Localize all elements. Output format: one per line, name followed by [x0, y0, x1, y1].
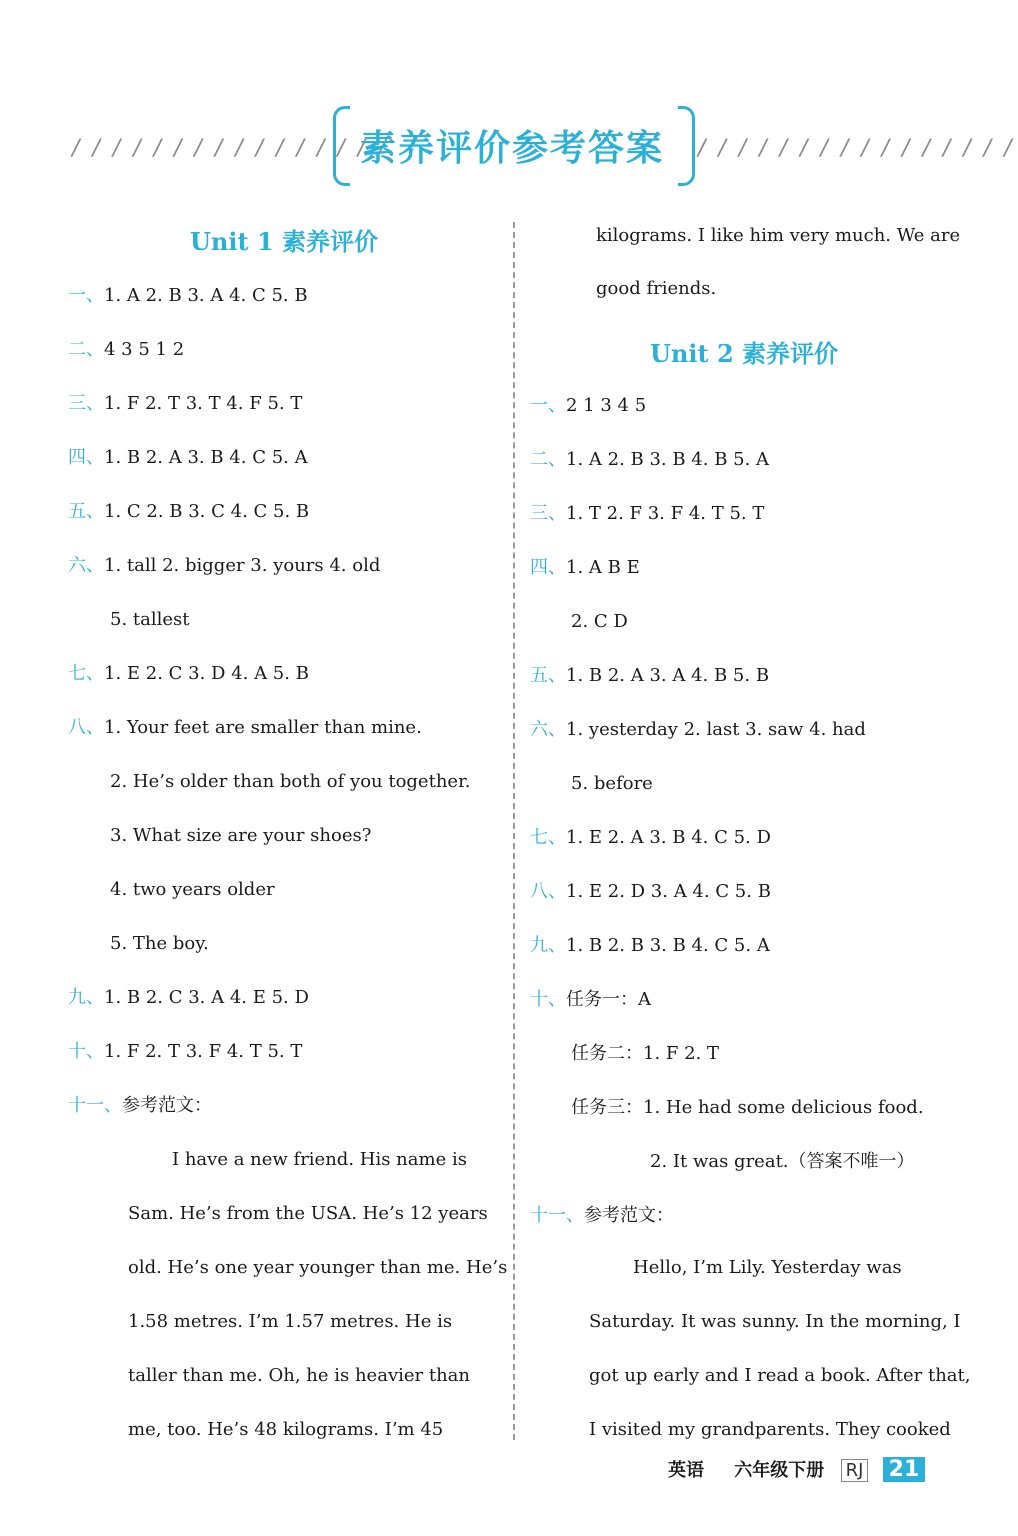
- answer-line: [530, 934, 770, 958]
- page-title: 素养评价参考答案: [360, 128, 665, 169]
- essay-line: 1.58 metres. I’m 1.57 metres. He is: [128, 1311, 453, 1332]
- unit2-title: Unit 2 素养评价: [650, 339, 838, 368]
- answer-line: [530, 880, 771, 904]
- question-number: 四、: [530, 557, 566, 578]
- answer-line: [68, 662, 309, 686]
- question-number: 一、: [530, 395, 566, 416]
- question-number: 一、: [68, 285, 104, 306]
- answer-line: [110, 824, 371, 848]
- answer-line: [68, 554, 380, 578]
- answer-line: [571, 610, 628, 634]
- question-number: 六、: [68, 555, 104, 576]
- answer-text: 1. F 2. T 3. F 4. T 5. T: [104, 1041, 303, 1062]
- answer-text: 4. two years older: [110, 879, 275, 900]
- question-number: 三、: [68, 393, 104, 414]
- question-number: 二、: [530, 449, 566, 470]
- answer-line: [530, 664, 769, 688]
- essay-line: me, too. He’s 48 kilograms. I’m 45: [128, 1419, 444, 1440]
- page-header: [0, 100, 1018, 190]
- answer-line: [68, 284, 308, 308]
- answer-line: [530, 502, 764, 526]
- essay-line: got up early and I read a book. After that,: [589, 1365, 971, 1386]
- answer-text: 任务一：A: [566, 989, 651, 1010]
- essay-line: kilograms. I like him very much. We are: [596, 225, 961, 246]
- answer-text: 1. E 2. D 3. A 4. C 5. B: [566, 881, 771, 902]
- answer-line: [68, 446, 308, 470]
- answer-text: 1. tall 2. bigger 3. yours 4. old: [104, 555, 381, 576]
- decorative-slashes-left: / / / / / / / / / / / / / / / /: [72, 136, 389, 161]
- essay-line: taller than me. Oh, he is heavier than: [128, 1365, 470, 1386]
- answer-text: 5. tallest: [110, 609, 190, 630]
- answer-line: [571, 1096, 924, 1120]
- answer-line: [571, 1042, 719, 1066]
- question-number: 十一、: [530, 1205, 584, 1226]
- answer-line: [68, 500, 309, 524]
- answer-line: [530, 988, 651, 1012]
- question-number: 九、: [68, 987, 104, 1008]
- question-number: 五、: [530, 665, 566, 686]
- answer-line: [530, 1204, 674, 1228]
- answer-text: 1. A 2. B 3. B 4. B 5. A: [566, 449, 770, 470]
- answer-text: 1. A B E: [566, 557, 640, 578]
- answer-line: [530, 718, 866, 742]
- title-bracket-right: [678, 106, 695, 186]
- question-number: 十、: [530, 989, 566, 1010]
- answer-line: [68, 1040, 302, 1064]
- essay-line: Hello, I’m Lily. Yesterday was: [633, 1257, 902, 1278]
- answer-text: 1. yesterday 2. last 3. saw 4. had: [566, 719, 866, 740]
- question-number: 二、: [68, 339, 104, 360]
- essay-line: I visited my grandparents. They cooked: [589, 1419, 951, 1440]
- question-number: 八、: [68, 717, 104, 738]
- answer-text: 任务二：1. F 2. T: [571, 1043, 720, 1064]
- answer-line: [68, 338, 184, 362]
- page-footer: [668, 1456, 925, 1482]
- answer-line: [110, 770, 470, 794]
- answer-line: [530, 556, 640, 580]
- answer-text: 1. E 2. A 3. B 4. C 5. D: [566, 827, 771, 848]
- title-bracket-left: [333, 106, 350, 186]
- answer-line: [530, 394, 646, 418]
- footer-grade: 六年级下册: [734, 1460, 825, 1481]
- answer-line: [68, 392, 302, 416]
- footer-subject: 英语: [668, 1460, 704, 1481]
- answer-text: 3. What size are your shoes?: [110, 825, 372, 846]
- answer-line: [110, 878, 275, 902]
- answer-text: 1. A 2. B 3. A 4. C 5. B: [104, 285, 308, 306]
- answer-text: 4 3 5 1 2: [104, 339, 185, 360]
- answer-line: [68, 716, 422, 740]
- essay-line: old. He’s one year younger than me. He’s: [128, 1257, 508, 1278]
- answer-text: 2 1 3 4 5: [566, 395, 647, 416]
- answer-line: [68, 986, 309, 1010]
- answer-text: 2. C D: [571, 611, 628, 632]
- question-number: 七、: [530, 827, 566, 848]
- decorative-slashes-right: / / / / / / / / / / / / / / / /: [698, 136, 1015, 161]
- answer-text: 1. B 2. B 3. B 4. C 5. A: [566, 935, 770, 956]
- answer-text: 参考范文：: [122, 1095, 212, 1116]
- question-number: 七、: [68, 663, 104, 684]
- answer-text: 1. F 2. T 3. T 4. F 5. T: [104, 393, 303, 414]
- question-number: 三、: [530, 503, 566, 524]
- unit1-title: Unit 1 素养评价: [190, 227, 378, 256]
- question-number: 十一、: [68, 1095, 122, 1116]
- essay-line: Saturday. It was sunny. In the morning, I: [589, 1311, 961, 1332]
- answer-text: 5. before: [571, 773, 653, 794]
- essay-line: good friends.: [596, 278, 717, 299]
- answer-line: [68, 1094, 212, 1118]
- answer-text: 1. T 2. F 3. F 4. T 5. T: [566, 503, 765, 524]
- essay-line: Sam. He’s from the USA. He’s 12 years: [128, 1203, 488, 1224]
- page-number: 21: [883, 1457, 926, 1482]
- answer-line: [571, 772, 653, 796]
- column-divider: [513, 222, 515, 1440]
- question-number: 十、: [68, 1041, 104, 1062]
- question-number: 六、: [530, 719, 566, 740]
- answer-line: [650, 1150, 915, 1174]
- answer-text: 任务三：1. He had some delicious food.: [571, 1097, 924, 1118]
- answer-line: [110, 932, 209, 956]
- question-number: 八、: [530, 881, 566, 902]
- question-number: 五、: [68, 501, 104, 522]
- answer-text: 1. B 2. C 3. A 4. E 5. D: [104, 987, 309, 1008]
- answer-text: 1. E 2. C 3. D 4. A 5. B: [104, 663, 309, 684]
- answer-text: 1. Your feet are smaller than mine.: [104, 717, 422, 738]
- answer-text: 1. C 2. B 3. C 4. C 5. B: [104, 501, 310, 522]
- answer-text: 1. B 2. A 3. A 4. B 5. B: [566, 665, 770, 686]
- answer-text: 1. B 2. A 3. B 4. C 5. A: [104, 447, 308, 468]
- answer-text: 2. He’s older than both of you together.: [110, 771, 471, 792]
- answer-text: 2. It was great.（答案不唯一）: [650, 1151, 915, 1172]
- answer-line: [530, 448, 769, 472]
- footer-edition: RJ: [841, 1459, 869, 1482]
- question-number: 四、: [68, 447, 104, 468]
- answer-line: [530, 826, 771, 850]
- essay-line: I have a new friend. His name is: [172, 1149, 467, 1170]
- answer-line: [110, 608, 190, 632]
- answer-text: 5. The boy.: [110, 933, 209, 954]
- answer-text: 参考范文：: [584, 1205, 674, 1226]
- question-number: 九、: [530, 935, 566, 956]
